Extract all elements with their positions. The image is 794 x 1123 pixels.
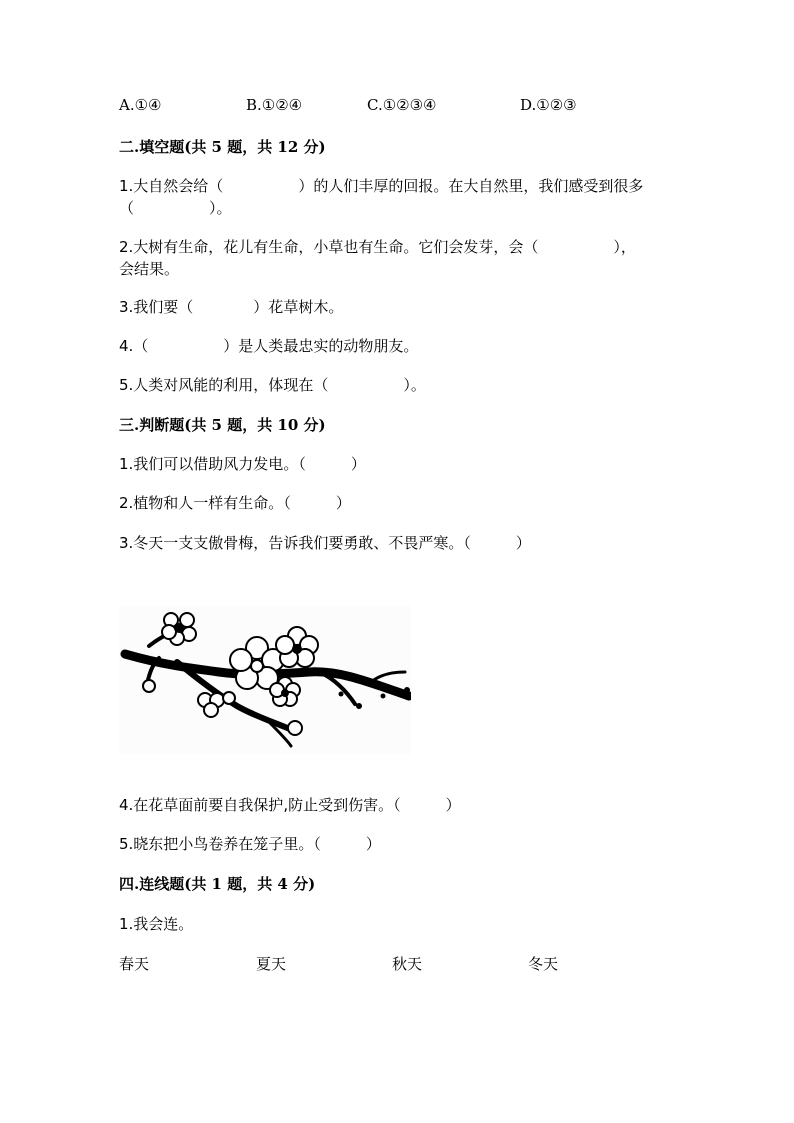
choice-a: A.①④ xyxy=(119,96,162,114)
season-winter: 冬天 xyxy=(528,955,559,973)
plum-blossom-branch-icon xyxy=(119,606,411,754)
season-autumn: 秋天 xyxy=(392,955,423,973)
section-heading-matching: 四.连线题(共 1 题，共 4 分) xyxy=(119,875,316,893)
season-summer: 夏天 xyxy=(256,955,287,973)
fill-q1-line2: （ ）。 xyxy=(119,199,232,217)
match-q1: 1.我会连。 xyxy=(119,915,194,933)
section-heading-judgement: 三.判断题(共 5 题，共 10 分) xyxy=(119,416,326,434)
judge-q3: 3.冬天一支支傲骨梅，告诉我们要勇敢、不畏严寒。（ ） xyxy=(119,534,531,552)
judge-q2: 2.植物和人一样有生命。（ ） xyxy=(119,494,351,512)
fill-q1-line1: 1.大自然会给（ ）的人们丰厚的回报。在大自然里，我们感受到很多 xyxy=(119,177,644,195)
fill-q2-line1: 2.大树有生命，花儿有生命，小草也有生命。它们会发芽，会（ ）， xyxy=(119,238,636,256)
section-heading-fill-blank: 二.填空题(共 5 题，共 12 分) xyxy=(119,138,326,156)
judge-q1: 1.我们可以借助风力发电。（ ） xyxy=(119,455,366,473)
fill-q2-line2: 会结果。 xyxy=(119,260,180,278)
choice-d: D.①②③ xyxy=(520,96,577,114)
fill-q5: 5.人类对风能的利用，体现在（ ）。 xyxy=(119,376,426,394)
choice-b: B.①②④ xyxy=(246,96,303,114)
choice-c: C.①②③④ xyxy=(367,96,437,114)
judge-q4: 4.在花草面前要自我保护,防止受到伤害。（ ） xyxy=(119,796,461,814)
judge-q5: 5.晓东把小鸟卷养在笼子里。（ ） xyxy=(119,835,381,853)
fill-q4: 4.（ ）是人类最忠实的动物朋友。 xyxy=(119,337,419,355)
season-spring: 春天 xyxy=(119,955,150,973)
fill-q3: 3.我们要（ ）花草树木。 xyxy=(119,298,344,316)
